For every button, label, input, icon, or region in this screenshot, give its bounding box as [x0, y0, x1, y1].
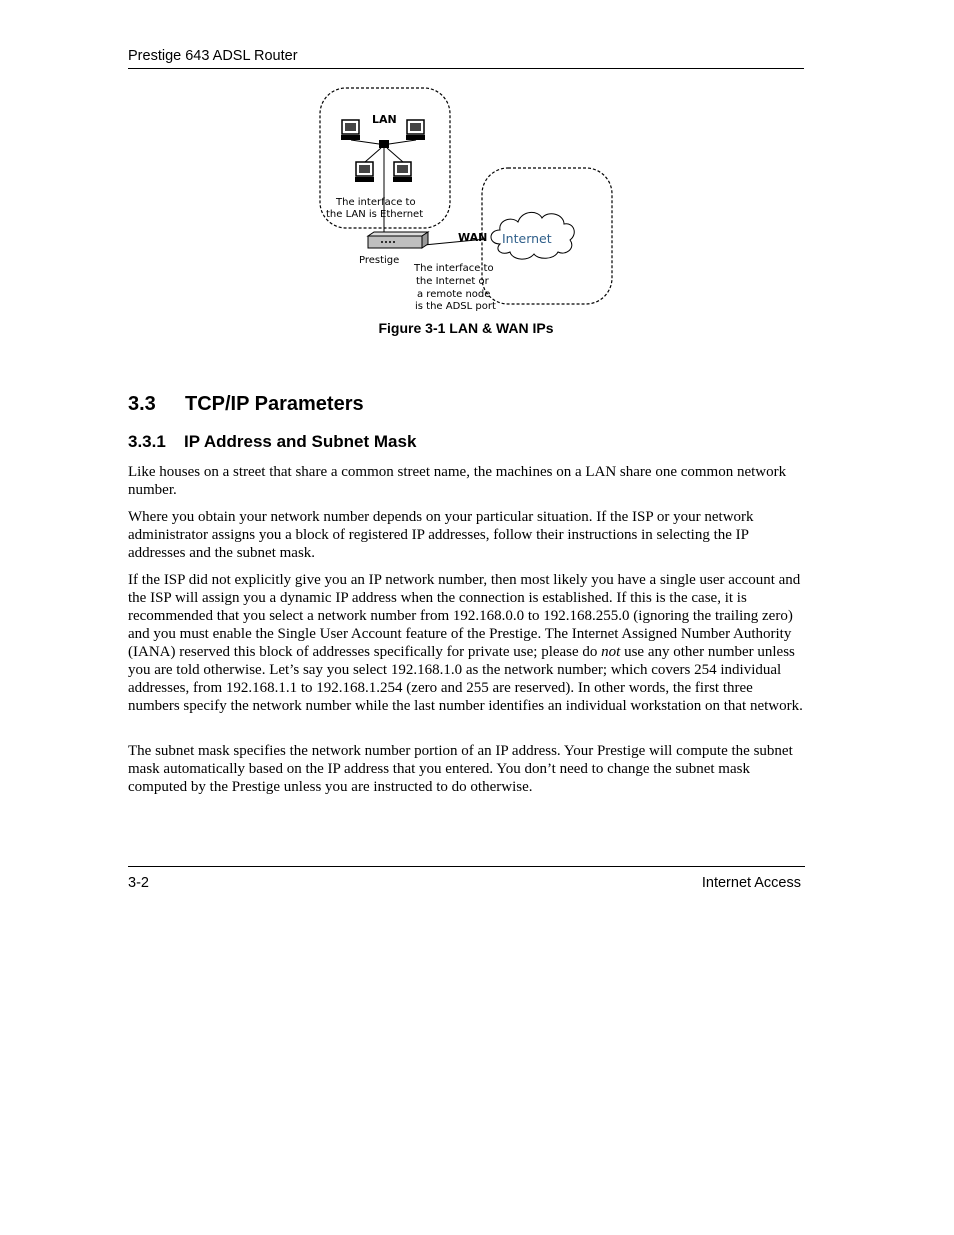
subsection-heading: [128, 432, 416, 452]
paragraph-1: Like houses on a street that share a common street name, the machines on a LAN share one common network number.: [128, 464, 787, 498]
paragraph-2: Where you obtain your network number depends on your particular situation. If the ISP or your network administrator assigns you a block of registered IP addresses, follow their instructions in selecting the IP addresses and the subnet mask.: [128, 509, 754, 561]
subsection-title: IP Address and Subnet Mask: [184, 432, 417, 451]
hub-icon: [379, 140, 389, 148]
section-number: 3.3: [128, 393, 156, 415]
footer-chapter: Internet Access: [701, 875, 801, 891]
footer-divider: [128, 866, 805, 867]
paragraph-3-emphasis: not: [601, 644, 621, 660]
wan-label: WAN: [458, 231, 488, 244]
section-title: TCP/IP Parameters: [185, 393, 364, 415]
header-title: Prestige 643 ADSL Router: [128, 48, 298, 64]
paragraph-3-part-2: use any other number unless you are told otherwise. Let’s say you select 192.168.1.0 as the network number; which covers 254 individual addresses, from 192.168.1.1 to 192.168.1.254 (zero and 255 are reserved). In other words, the first three numbers specify the network number while the last number identifies an individual workstation on that network.: [128, 644, 803, 714]
router-icon: [368, 232, 428, 248]
lan-links: [351, 140, 486, 245]
computer-icon: [393, 162, 412, 182]
paragraph-3-part-1: If the ISP did not explicitly give you an IP network number, then most likely you have a single user account and the ISP will assign you a dynamic IP address when the connection is established. If this is the case, it is recommended that you select a network number from 192.168.0.0 to 192.168.255.0 (ignoring the trailing zero) and you must enable the Single User Account feature of the Prestige. The Internet Assigned Number Authority (IANA) reserved this block of addresses specifically for private use; please do: [128, 572, 801, 660]
paragraph-3: [128, 571, 808, 715]
figure-caption: [0, 320, 954, 336]
router-label: Prestige: [359, 255, 400, 266]
lan-wan-figure: [316, 84, 616, 316]
lan-note: The interface to the LAN is Ethernet: [326, 197, 424, 220]
computer-icon: [355, 162, 374, 182]
page-header: [128, 48, 804, 69]
lan-label: LAN: [372, 113, 397, 126]
wan-note: The interface to the Internet or a remote node is the ADSL port: [414, 263, 496, 312]
lan-wan-diagram: [316, 84, 616, 316]
subsection-number: 3.3.1: [128, 432, 166, 451]
section-heading: [128, 393, 364, 416]
internet-label: Internet: [502, 231, 552, 246]
computer-icon: [406, 120, 425, 140]
computer-icon: [341, 120, 360, 140]
figure-caption-text: Figure 3-1 LAN & WAN IPs: [378, 320, 554, 336]
footer-page-number: 3-2: [128, 875, 149, 891]
paragraph-4: The subnet mask specifies the network number portion of an IP address. Your Prestige will compute the subnet mask automatically based on the IP address that you entered. You don’t need to change the subnet mask computed by the Prestige unless you are instructed to do otherwise.: [128, 743, 793, 795]
